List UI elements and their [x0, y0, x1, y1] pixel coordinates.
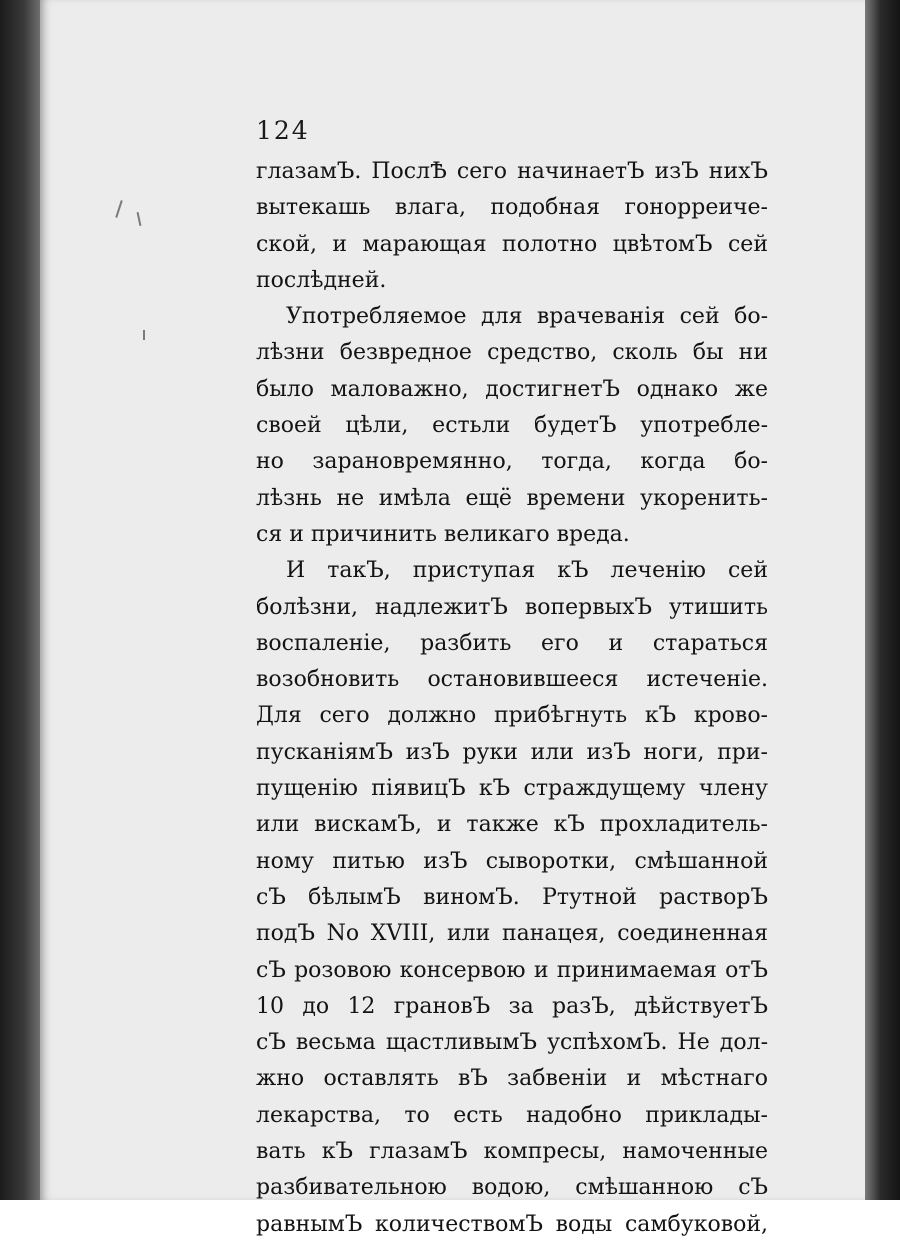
text-line: лѣзнь не имѣла ещё времени укоренить- [256, 485, 768, 511]
text-line: послѣдней. [256, 267, 387, 293]
text-line: подЪ No XVIII, или панацея, соединенная [256, 921, 768, 947]
text-line: Для сего должно прибѣгнуть кЪ крово- [256, 703, 768, 729]
text-line: сЪ весьма щастливымЪ успѣхомЪ. Не дол- [256, 1030, 768, 1056]
text-line: было маловажно, достигнетЪ однако же [256, 376, 768, 402]
text-line: пущенію піявицЪ кЪ страждущему члену [256, 776, 768, 802]
text-line: ному питью изЪ сыворотки, смѣшанной [256, 848, 768, 874]
text-line: пусканіямЪ изЪ руки или изЪ ноги, при- [256, 739, 768, 765]
text-line: болѣзни, надлежитЪ вопервыхЪ утишить [256, 594, 768, 620]
text-line: вать кЪ глазамЪ компресы, намоченные [256, 1139, 768, 1165]
text-line: И такЪ, приступая кЪ леченію сей [286, 558, 768, 584]
text-line: равнымЪ количествомЪ воды самбуковой, [256, 1211, 768, 1237]
text-line: лѣзни безвредное средство, сколь бы ни [256, 340, 768, 366]
text-line: ской, и марающая полотно цвѣтомЪ сей [256, 231, 768, 257]
body-text [256, 154, 768, 1243]
text-line: разбивательною водою, смѣшанною сЪ [256, 1175, 768, 1201]
text-line: лекарства, то есть надобно приклады- [256, 1102, 768, 1128]
text-line: но зарановремянно, тогда, когда бо- [256, 449, 768, 475]
text-line: сЪ бѣлымЪ виномЪ. Ртутной растворЪ [256, 884, 768, 910]
text-line: 10 до 12 грановЪ за разЪ, дѣйствуетЪ [256, 993, 768, 1019]
left-binding-shadow [0, 0, 40, 1200]
text-line: сЪ розовою консервою и принимаемая отЪ [256, 957, 768, 983]
text-line: глазамЪ. ПослѢ сего начинаетЪ изЪ нихЪ [256, 159, 768, 184]
text-line: возобновить остановившееся истеченіе. [256, 667, 768, 693]
text-line: вытекашь влага, подобная гонорреиче- [256, 195, 768, 221]
right-page-edge [865, 0, 900, 1200]
text-line: жно оставлять вЪ забвеніи и мѣстнаго [256, 1066, 768, 1092]
text-line: воспаленіе, разбить его и стараться [256, 630, 768, 656]
text-line: ся и причинить великаго вреда. [256, 521, 630, 547]
margin-mark [143, 330, 145, 340]
page-number: 124 [256, 116, 310, 145]
text-line: своей цѣли, естьли будетЪ употребле- [256, 413, 768, 439]
text-line: или вискамЪ, и также кЪ прохладитель- [256, 812, 768, 838]
text-line: Употребляемое для врачеванія сей бо- [286, 304, 768, 330]
